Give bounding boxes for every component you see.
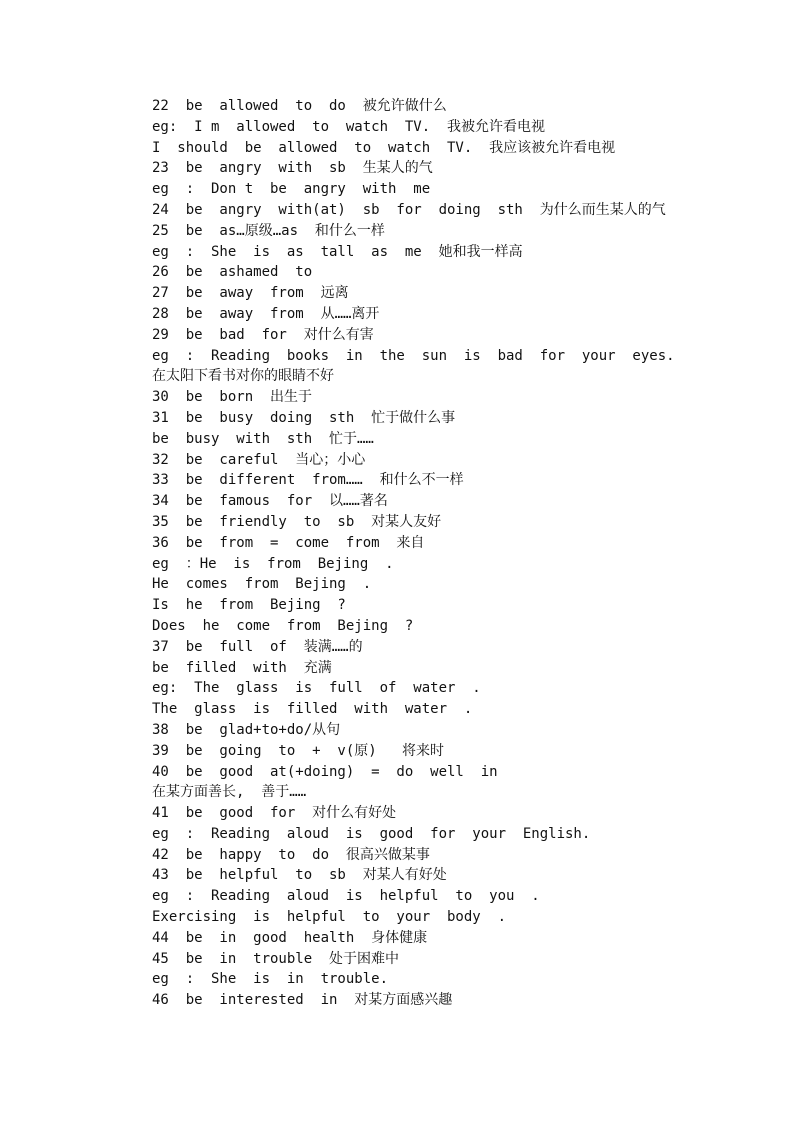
text-line: 在太阳下看书对你的眼睛不好: [152, 368, 334, 385]
text-line: eg : She is in trouble.: [152, 971, 389, 988]
text-line: eg : Reading books in the sun is bad for your eyes.: [152, 347, 675, 364]
text-line: be filled with 充满: [152, 659, 332, 676]
text-line: 43 be helpful to sb 对某人有好处: [152, 867, 447, 884]
text-line: 26 be ashamed to: [152, 264, 313, 281]
text-line: 在某方面善长, 善于……: [152, 784, 307, 801]
text-line: 23 be angry with sb 生某人的气: [152, 160, 433, 177]
text-line: 27 be away from 远离: [152, 285, 349, 302]
text-line: 39 be going to + v(原) 将来时: [152, 742, 445, 759]
text-line: eg: I m allowed to watch TV. 我被允许看电视: [152, 118, 546, 135]
text-line: 24 be angry with(at) sb for doing sth 为什么而生某人的气: [152, 201, 666, 218]
text-line: eg : Reading aloud is good for your English.: [152, 825, 591, 842]
text-line: 45 be in trouble 处于困难中: [152, 950, 400, 967]
text-line: 35 be friendly to sb 对某人友好: [152, 513, 442, 530]
text-line: 46 be interested in 对某方面感兴趣: [152, 992, 453, 1009]
text-line: 34 be famous for 以……著名: [152, 493, 388, 510]
text-line: 37 be full of 装满……的: [152, 638, 363, 655]
text-line: eg : She is as tall as me 她和我一样高: [152, 243, 523, 260]
text-line: eg: The glass is full of water .: [152, 680, 481, 697]
text-line: eg : Don t be angry with me: [152, 181, 431, 198]
text-line: eg ：He is from Bejing .: [152, 555, 394, 572]
document-body: [152, 96, 752, 1011]
text-line: I should be allowed to watch TV. 我应该被允许看电视: [152, 139, 616, 156]
text-line: The glass is filled with water .: [152, 701, 473, 718]
text-line: 30 be born 出生于: [152, 389, 313, 406]
text-line: 38 be glad+to+do/从句: [152, 721, 341, 738]
text-line: 32 be careful 当心；小心: [152, 451, 366, 468]
text-line: Is he from Bejing ?: [152, 597, 346, 614]
text-line: Does he come from Bejing ?: [152, 617, 414, 634]
text-line: 22 be allowed to do 被允许做什么: [152, 98, 447, 114]
text-line: be busy with sth 忙于……: [152, 430, 374, 447]
text-line: 25 be as…原级…as 和什么一样: [152, 222, 385, 239]
text-line: 36 be from = come from 来自: [152, 534, 425, 551]
text-line: 40 be good at(+doing) = do well in: [152, 763, 498, 780]
text-line: 44 be in good health 身体健康: [152, 929, 428, 946]
text-line: 29 be bad for 对什么有害: [152, 326, 374, 343]
text-line: He comes from Bejing .: [152, 576, 372, 593]
text-line: Exercising is helpful to your body .: [152, 909, 507, 926]
text-line: 42 be happy to do 很高兴做某事: [152, 846, 430, 863]
text-line: 28 be away from 从……离开: [152, 305, 380, 322]
text-line: 31 be busy doing sth 忙于做什么事: [152, 409, 456, 426]
text-line: 33 be different from…… 和什么不一样: [152, 472, 464, 489]
text-line: 41 be good for 对什么有好处: [152, 805, 397, 822]
text-line: eg : Reading aloud is helpful to you .: [152, 888, 540, 905]
